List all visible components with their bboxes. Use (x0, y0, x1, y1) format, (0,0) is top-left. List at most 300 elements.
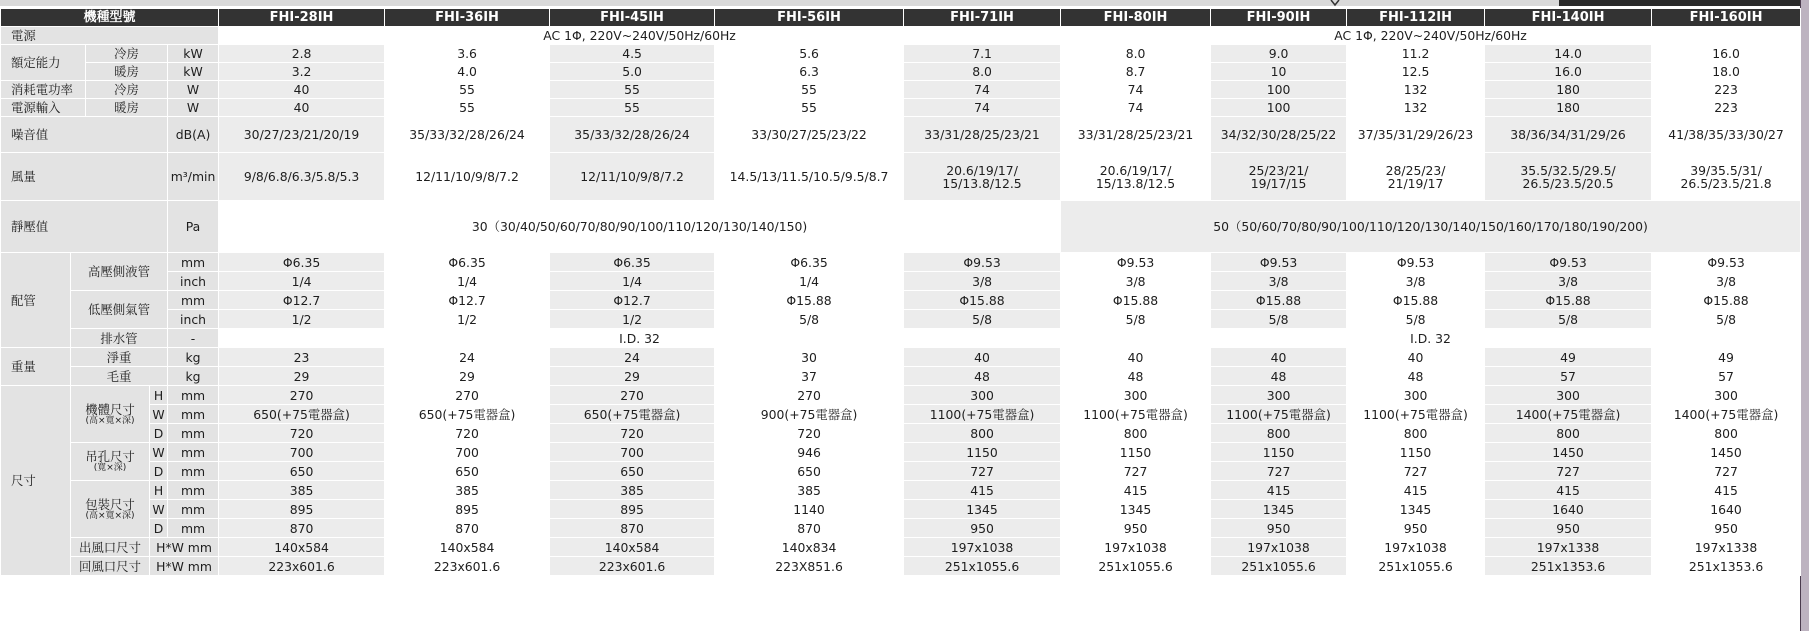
model-header: FHI-90IH (1211, 9, 1347, 27)
value-cell: 300 (1347, 386, 1485, 405)
value-cell: 1/4 (550, 272, 715, 291)
value-cell: 727 (1652, 462, 1801, 481)
value-cell: Φ9.53 (1485, 253, 1652, 272)
dim-letter: D (150, 424, 168, 443)
dim-letter: D (150, 462, 168, 481)
size-group-title: 機體尺寸 (85, 401, 135, 417)
value-cell: 270 (715, 386, 904, 405)
value-cell: 29 (219, 367, 385, 386)
value-cell: 1345 (1211, 500, 1347, 519)
unit-cell: W (168, 99, 219, 117)
value-cell: 35/33/32/28/26/24 (550, 117, 715, 153)
airflow-line: 19/17/15 (1250, 175, 1307, 191)
value-cell: 300 (1485, 386, 1652, 405)
airflow-line: 12/11/10/9/8/7.2 (415, 169, 519, 184)
unit-cell: mm (168, 253, 219, 272)
value-cell: 900(+75電器盒) (715, 405, 904, 424)
row-label-power-input: 電源輸入 (1, 99, 86, 117)
size-group-subtitle: (高×寬×深) (85, 415, 135, 426)
value-cell: 950 (1652, 519, 1801, 538)
value-cell: 251x1353.6 (1485, 557, 1652, 576)
value-cell: 55 (550, 99, 715, 117)
value-cell: 1345 (904, 500, 1061, 519)
model-header: FHI-36IH (385, 9, 550, 27)
value-cell: 720 (550, 424, 715, 443)
unit-cell: mm (168, 424, 219, 443)
value-cell: 7.1 (904, 45, 1061, 63)
value-cell: 950 (1485, 519, 1652, 538)
value-cell: 55 (385, 81, 550, 99)
airflow-line: 35.5/32.5/29.5/ (1520, 162, 1616, 178)
value-cell: 29 (385, 367, 550, 386)
airflow-line: 15/13.8/12.5 (1095, 175, 1176, 191)
unit-cell: Pa (168, 201, 219, 253)
model-header: FHI-56IH (715, 9, 904, 27)
value-cell: 1140 (715, 500, 904, 519)
value-cell: 1450 (1652, 443, 1801, 462)
value-cell: Φ9.53 (1211, 253, 1347, 272)
drain-value-left: I.D. 32 (219, 329, 1061, 348)
value-cell: 74 (904, 81, 1061, 99)
sub-label: 回風口尺寸 (71, 557, 150, 576)
top-strip-dark (1559, 0, 1809, 6)
table-row (1, 153, 1801, 201)
value-cell: 48 (1061, 367, 1211, 386)
value-cell: 895 (385, 500, 550, 519)
value-cell (1485, 153, 1652, 201)
value-cell: 251x1055.6 (1347, 557, 1485, 576)
value-cell: 5.6 (715, 45, 904, 63)
unit-cell: mm (168, 443, 219, 462)
size-group-label (71, 481, 150, 538)
table-row (1, 405, 1801, 424)
unit-cell: kg (168, 348, 219, 367)
value-cell: 180 (1485, 99, 1652, 117)
value-cell: 14.0 (1485, 45, 1652, 63)
table-row (1, 519, 1801, 538)
value-cell: 1100(+75電器盒) (1347, 405, 1485, 424)
airflow-line: 26.5/23.5/21.8 (1680, 175, 1772, 191)
value-cell: 251x1353.6 (1652, 557, 1801, 576)
value-cell: 650 (219, 462, 385, 481)
unit-cell: mm (168, 291, 219, 310)
value-cell: 197x1338 (1485, 538, 1652, 557)
value-cell: 132 (1347, 81, 1485, 99)
value-cell: Φ15.88 (1061, 291, 1211, 310)
dim-letter: D (150, 519, 168, 538)
value-cell: 41/38/35/33/30/27 (1652, 117, 1801, 153)
value-cell: 700 (550, 443, 715, 462)
value-cell: 870 (550, 519, 715, 538)
table-row (1, 557, 1801, 576)
sub-label: 低壓側氣管 (71, 291, 168, 329)
value-cell: 33/31/28/25/23/21 (904, 117, 1061, 153)
value-cell: 1100(+75電器盒) (1211, 405, 1347, 424)
value-cell: 415 (1211, 481, 1347, 500)
model-header: FHI-140IH (1485, 9, 1652, 27)
value-cell: 1100(+75電器盒) (904, 405, 1061, 424)
sub-label: 出風口尺寸 (71, 538, 150, 557)
table-row (1, 443, 1801, 462)
value-cell: 8.7 (1061, 63, 1211, 81)
value-cell: Φ15.88 (715, 291, 904, 310)
value-cell: Φ12.7 (219, 291, 385, 310)
unit-cell: mm (168, 500, 219, 519)
table-row (1, 81, 1801, 99)
value-cell: 140x584 (219, 538, 385, 557)
value-cell: 40 (904, 348, 1061, 367)
value-cell: 950 (1347, 519, 1485, 538)
value-cell: 415 (1485, 481, 1652, 500)
power-value-left: AC 1Φ, 220V~240V/50Hz/60Hz (219, 27, 1061, 45)
value-cell: 48 (1211, 367, 1347, 386)
value-cell (904, 153, 1061, 201)
value-cell: 4.5 (550, 45, 715, 63)
model-header: FHI-45IH (550, 9, 715, 27)
value-cell: 223x601.6 (385, 557, 550, 576)
value-cell: 3/8 (1485, 272, 1652, 291)
value-cell: 29 (550, 367, 715, 386)
value-cell: 950 (1211, 519, 1347, 538)
value-cell: 946 (715, 443, 904, 462)
dim-letter: W (150, 500, 168, 519)
value-cell: 650 (550, 462, 715, 481)
value-cell: 100 (1211, 99, 1347, 117)
size-group-label (71, 443, 150, 481)
value-cell: 2.8 (219, 45, 385, 63)
value-cell: 870 (219, 519, 385, 538)
value-cell: 895 (550, 500, 715, 519)
table-row (1, 386, 1801, 405)
value-cell: 1400(+75電器盒) (1485, 405, 1652, 424)
value-cell (1211, 153, 1347, 201)
value-cell: 727 (1485, 462, 1652, 481)
value-cell: Φ15.88 (1347, 291, 1485, 310)
value-cell: 9.0 (1211, 45, 1347, 63)
value-cell: 1450 (1485, 443, 1652, 462)
unit-cell: - (168, 329, 219, 348)
value-cell: 40 (219, 99, 385, 117)
airflow-line: 9/8/6.8/6.3/5.8/5.3 (243, 169, 360, 184)
value-cell: 5.0 (550, 63, 715, 81)
value-cell (1061, 153, 1211, 201)
value-cell: 3.6 (385, 45, 550, 63)
value-cell: 1345 (1347, 500, 1485, 519)
value-cell: Φ12.7 (550, 291, 715, 310)
top-strip (0, 0, 1809, 6)
unit-cell: kW (168, 45, 219, 63)
value-cell: Φ6.35 (550, 253, 715, 272)
table-row (1, 63, 1801, 81)
value-cell: 1400(+75電器盒) (1652, 405, 1801, 424)
unit-cell: inch (168, 310, 219, 329)
value-cell (1652, 153, 1801, 201)
table-row (1, 538, 1801, 557)
value-cell: 870 (715, 519, 904, 538)
spec-table (0, 8, 1801, 576)
value-cell: 57 (1652, 367, 1801, 386)
value-cell: 35/33/32/28/26/24 (385, 117, 550, 153)
value-cell: 415 (1061, 481, 1211, 500)
value-cell: 5/8 (1652, 310, 1801, 329)
sub-label: 暖房 (86, 63, 168, 81)
value-cell: 33/30/27/25/23/22 (715, 117, 904, 153)
value-cell: 300 (904, 386, 1061, 405)
model-header: FHI-71IH (904, 9, 1061, 27)
value-cell: 727 (1061, 462, 1211, 481)
value-cell: 800 (1347, 424, 1485, 443)
airflow-line: 25/23/21/ (1248, 162, 1309, 178)
value-cell: 30/27/23/21/20/19 (219, 117, 385, 153)
value-cell (385, 153, 550, 201)
sub-label: 淨重 (71, 348, 168, 367)
value-cell: 1/2 (385, 310, 550, 329)
table-row (1, 99, 1801, 117)
table-row (1, 27, 1801, 45)
value-cell: 415 (1652, 481, 1801, 500)
value-cell: 11.2 (1347, 45, 1485, 63)
unit-cell: H*W mm (150, 557, 219, 576)
model-header: FHI-28IH (219, 9, 385, 27)
airflow-line: 15/13.8/12.5 (942, 175, 1022, 191)
table-row (1, 310, 1801, 329)
value-cell: Φ9.53 (904, 253, 1061, 272)
dim-letter: H (150, 386, 168, 405)
value-cell: 57 (1485, 367, 1652, 386)
value-cell: 1/2 (550, 310, 715, 329)
table-row (1, 117, 1801, 153)
value-cell: 48 (1347, 367, 1485, 386)
value-cell: 74 (1061, 81, 1211, 99)
table-row (1, 253, 1801, 272)
value-cell: 40 (1347, 348, 1485, 367)
value-cell: 385 (715, 481, 904, 500)
size-group-label (71, 386, 150, 443)
value-cell: 650 (715, 462, 904, 481)
sub-label: 暖房 (86, 99, 168, 117)
value-cell: 1/4 (385, 272, 550, 291)
value-cell: 800 (1652, 424, 1801, 443)
value-cell: 55 (715, 99, 904, 117)
value-cell: Φ6.35 (219, 253, 385, 272)
sub-label: 冷房 (86, 45, 168, 63)
unit-cell: kW (168, 63, 219, 81)
table-row (1, 462, 1801, 481)
value-cell: Φ15.88 (1211, 291, 1347, 310)
value-cell: 800 (1485, 424, 1652, 443)
airflow-line: 12/11/10/9/8/7.2 (580, 169, 684, 184)
value-cell: 74 (1061, 99, 1211, 117)
sub-label: 高壓側液管 (71, 253, 168, 291)
airflow-line: 14.5/13/11.5/10.5/9.5/8.7 (729, 169, 889, 184)
value-cell: 24 (385, 348, 550, 367)
dim-letter: W (150, 443, 168, 462)
value-cell: 6.3 (715, 63, 904, 81)
value-cell: 40 (219, 81, 385, 99)
airflow-line: 20.6/19/17/ (1099, 162, 1172, 178)
airflow-line: 21/19/17 (1387, 175, 1444, 191)
value-cell: 55 (715, 81, 904, 99)
value-cell: Φ15.88 (904, 291, 1061, 310)
value-cell: 270 (219, 386, 385, 405)
value-cell: 100 (1211, 81, 1347, 99)
table-row (1, 348, 1801, 367)
drain-value-right: I.D. 32 (1061, 329, 1801, 348)
value-cell: 197x1338 (1652, 538, 1801, 557)
value-cell: 1640 (1652, 500, 1801, 519)
value-cell: Φ9.53 (1061, 253, 1211, 272)
value-cell: 197x1038 (904, 538, 1061, 557)
value-cell: 223 (1652, 99, 1801, 117)
unit-cell: mm (168, 462, 219, 481)
value-cell: 870 (385, 519, 550, 538)
value-cell: 40 (1061, 348, 1211, 367)
model-header: FHI-112IH (1347, 9, 1485, 27)
value-cell: 8.0 (904, 63, 1061, 81)
row-label-static: 靜壓值 (1, 201, 168, 253)
table-row (1, 500, 1801, 519)
value-cell: Φ9.53 (1347, 253, 1485, 272)
value-cell: 300 (1061, 386, 1211, 405)
row-label-consumption: 消耗電功率 (1, 81, 86, 99)
value-cell (219, 153, 385, 201)
value-cell: 650(+75電器盒) (385, 405, 550, 424)
value-cell: 1100(+75電器盒) (1061, 405, 1211, 424)
row-label-weight: 重量 (1, 348, 71, 386)
unit-cell: kg (168, 367, 219, 386)
value-cell (715, 153, 904, 201)
value-cell: 5/8 (1485, 310, 1652, 329)
value-cell: 895 (219, 500, 385, 519)
value-cell: 8.0 (1061, 45, 1211, 63)
static-value-right: 50（50/60/70/80/90/100/110/120/130/140/150/160/170/180/190/200) (1061, 201, 1801, 253)
dim-letter: H (150, 481, 168, 500)
value-cell: 3/8 (904, 272, 1061, 291)
unit-cell: H*W mm (150, 538, 219, 557)
table-row (1, 9, 1801, 27)
value-cell: 140x584 (385, 538, 550, 557)
unit-cell: mm (168, 519, 219, 538)
row-label-size: 尺寸 (1, 386, 71, 576)
value-cell: 55 (385, 99, 550, 117)
value-cell: 720 (385, 424, 550, 443)
value-cell: 24 (550, 348, 715, 367)
row-label-capacity: 額定能力 (1, 45, 86, 81)
value-cell: 727 (1347, 462, 1485, 481)
row-label-power: 電源 (1, 27, 219, 45)
sub-label: 冷房 (86, 81, 168, 99)
chevron-down-icon[interactable] (1330, 0, 1340, 7)
value-cell: 40 (1211, 348, 1347, 367)
value-cell: 55 (550, 81, 715, 99)
value-cell: 1345 (1061, 500, 1211, 519)
row-label-airflow: 風量 (1, 153, 168, 201)
model-header: FHI-80IH (1061, 9, 1211, 27)
value-cell: 37 (715, 367, 904, 386)
scrollbar[interactable] (1800, 0, 1809, 631)
value-cell: 650 (385, 462, 550, 481)
value-cell: 140x584 (550, 538, 715, 557)
value-cell: 4.0 (385, 63, 550, 81)
value-cell: 3.2 (219, 63, 385, 81)
table-row (1, 424, 1801, 443)
value-cell: 270 (385, 386, 550, 405)
value-cell: 800 (1061, 424, 1211, 443)
value-cell: 34/32/30/28/25/22 (1211, 117, 1347, 153)
unit-cell: mm (168, 481, 219, 500)
value-cell: 700 (385, 443, 550, 462)
value-cell: 251x1055.6 (1061, 557, 1211, 576)
value-cell: 223x601.6 (550, 557, 715, 576)
table-row (1, 329, 1801, 348)
value-cell: 33/31/28/25/23/21 (1061, 117, 1211, 153)
table-row (1, 367, 1801, 386)
value-cell: 1150 (1061, 443, 1211, 462)
static-value-left: 30（30/40/50/60/70/80/90/100/110/120/130/140/150) (219, 201, 1061, 253)
model-header: FHI-160IH (1652, 9, 1801, 27)
value-cell: 415 (1347, 481, 1485, 500)
value-cell: 49 (1485, 348, 1652, 367)
value-cell: 12.5 (1347, 63, 1485, 81)
value-cell (1347, 153, 1485, 201)
value-cell: 18.0 (1652, 63, 1801, 81)
value-cell: 700 (219, 443, 385, 462)
value-cell: 3/8 (1652, 272, 1801, 291)
value-cell: 49 (1652, 348, 1801, 367)
value-cell: Φ6.35 (715, 253, 904, 272)
value-cell: 5/8 (1061, 310, 1211, 329)
table-row (1, 291, 1801, 310)
airflow-line: 20.6/19/17/ (946, 162, 1018, 178)
size-group-subtitle: (高×寬×深) (85, 510, 135, 521)
scrollbar-thumb[interactable] (1801, 0, 1809, 631)
value-cell: 30 (715, 348, 904, 367)
value-cell: 1/4 (715, 272, 904, 291)
value-cell: 23 (219, 348, 385, 367)
value-cell: 5/8 (1211, 310, 1347, 329)
unit-cell: mm (168, 386, 219, 405)
size-group-title: 吊孔尺寸 (85, 449, 135, 464)
value-cell: 223X851.6 (715, 557, 904, 576)
sub-label: 毛重 (71, 367, 168, 386)
value-cell: 385 (550, 481, 715, 500)
value-cell: 251x1055.6 (1211, 557, 1347, 576)
value-cell: 132 (1347, 99, 1485, 117)
value-cell: 720 (715, 424, 904, 443)
value-cell: 727 (1211, 462, 1347, 481)
value-cell: 950 (904, 519, 1061, 538)
value-cell: 1640 (1485, 500, 1652, 519)
value-cell: 650(+75電器盒) (219, 405, 385, 424)
value-cell: Φ12.7 (385, 291, 550, 310)
value-cell: 720 (219, 424, 385, 443)
value-cell: 1/4 (219, 272, 385, 291)
value-cell: 5/8 (904, 310, 1061, 329)
unit-cell: m³/min (168, 153, 219, 201)
unit-cell: inch (168, 272, 219, 291)
power-value-right: AC 1Φ, 220V~240V/50Hz/60Hz (1061, 27, 1801, 45)
value-cell: 300 (1211, 386, 1347, 405)
row-label-noise: 噪音值 (1, 117, 168, 153)
value-cell: 1150 (1347, 443, 1485, 462)
value-cell: 270 (550, 386, 715, 405)
value-cell: 800 (1211, 424, 1347, 443)
value-cell: Φ15.88 (1652, 291, 1801, 310)
value-cell: Φ6.35 (385, 253, 550, 272)
value-cell: 727 (904, 462, 1061, 481)
value-cell: Φ9.53 (1652, 253, 1801, 272)
row-label-piping: 配管 (1, 253, 71, 348)
